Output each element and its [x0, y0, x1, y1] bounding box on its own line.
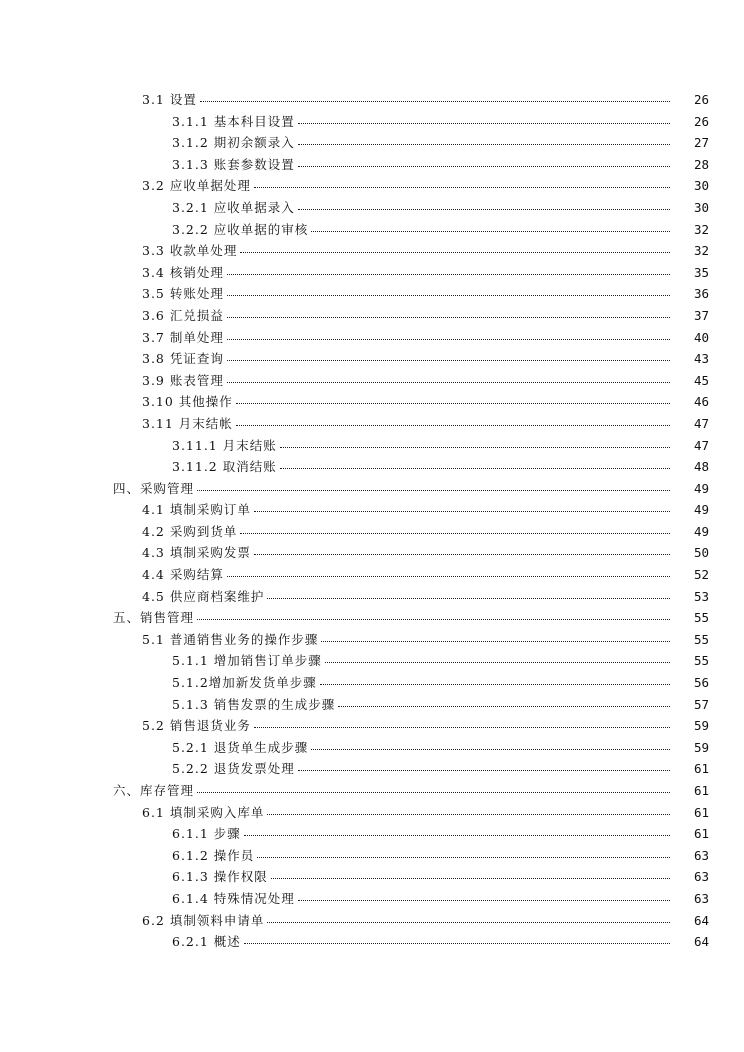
toc-dot-leader	[325, 661, 670, 663]
toc-entry[interactable]	[0, 499, 744, 521]
toc-entry-title: 5.2.1 退货单生成步骤	[172, 739, 309, 755]
toc-entry[interactable]	[0, 521, 744, 543]
toc-dot-leader	[311, 230, 670, 232]
toc-dot-leader	[236, 424, 670, 426]
toc-entry-title: 3.1 设置	[142, 92, 197, 107]
toc-dot-leader	[197, 791, 670, 793]
toc-page-number: 26	[693, 92, 709, 107]
toc-entry[interactable]	[0, 650, 744, 672]
toc-dot-leader	[227, 316, 670, 318]
toc-page-number: 46	[693, 394, 709, 410]
toc-entry-title: 3.1.3 账套参数设置	[172, 156, 295, 172]
toc-page-number: 43	[693, 351, 709, 367]
toc-page-number: 27	[693, 135, 709, 151]
toc-page-number: 57	[693, 696, 709, 712]
toc-entry-title: 3.11.1 月末结账	[172, 437, 277, 453]
toc-entry[interactable]	[0, 175, 744, 197]
toc-entry[interactable]	[0, 586, 744, 608]
toc-entry-title: 4.5 供应商档案维护	[142, 588, 265, 604]
toc-entry[interactable]	[0, 607, 744, 629]
toc-dot-leader	[254, 726, 670, 728]
toc-page-number: 30	[693, 199, 709, 215]
toc-entry[interactable]	[0, 478, 744, 500]
toc-entry[interactable]	[0, 327, 744, 349]
toc-entry[interactable]	[0, 391, 744, 413]
toc-dot-leader	[254, 186, 670, 188]
toc-entry-title: 6.1 填制采购入库单	[142, 804, 265, 820]
toc-page-number: 53	[693, 588, 709, 604]
toc-page-number: 50	[693, 545, 709, 561]
toc-entry-title: 6.1.1 步骤	[172, 826, 241, 842]
toc-page-number: 48	[693, 459, 709, 475]
toc-entry-title: 3.5 转账处理	[142, 286, 224, 302]
toc-entry-title: 3.6 汇兑损益	[142, 307, 224, 323]
toc-entry-title: 3.3 收款单处理	[142, 243, 238, 259]
toc-entry[interactable]	[0, 564, 744, 586]
table-of-contents	[0, 89, 744, 953]
toc-entry-title: 6.1.2 操作员	[172, 847, 255, 863]
toc-dot-leader	[197, 618, 670, 620]
toc-entry[interactable]	[0, 780, 744, 802]
toc-entry-title: 3.2.2 应收单据的审核	[172, 221, 309, 237]
toc-entry[interactable]	[0, 456, 744, 478]
toc-page-number: 64	[693, 934, 709, 950]
toc-entry-title: 六、库存管理	[113, 783, 195, 798]
toc-entry[interactable]	[0, 715, 744, 737]
toc-entry[interactable]	[0, 132, 744, 154]
toc-page-number: 32	[693, 221, 709, 237]
toc-entry[interactable]	[0, 154, 744, 176]
toc-page-number: 32	[693, 243, 709, 259]
toc-entry-title: 3.4 核销处理	[142, 264, 224, 280]
toc-entry-title: 3.11.2 取消结账	[172, 459, 277, 475]
toc-dot-leader	[267, 813, 670, 815]
toc-entry[interactable]	[0, 888, 744, 910]
toc-entry-title: 3.10 其他操作	[142, 394, 233, 410]
toc-entry-title: 3.2.1 应收单据录入	[172, 199, 295, 215]
toc-entry-title: 五、销售管理	[113, 610, 195, 626]
toc-entry[interactable]	[0, 866, 744, 888]
toc-dot-leader	[200, 100, 670, 102]
toc-entry[interactable]	[0, 931, 744, 953]
toc-dot-leader	[298, 143, 670, 145]
toc-dot-leader	[227, 575, 670, 577]
toc-dot-leader	[236, 402, 670, 404]
toc-entry-title: 4.2 采购到货单	[142, 523, 238, 539]
toc-entry[interactable]	[0, 305, 744, 327]
toc-page-number: 40	[693, 329, 709, 345]
toc-page-number: 61	[693, 761, 709, 777]
toc-dot-leader	[280, 446, 670, 448]
toc-entry[interactable]	[0, 758, 744, 780]
toc-page-number: 61	[693, 804, 709, 820]
toc-entry[interactable]	[0, 370, 744, 392]
toc-entry-title: 4.4 采购结算	[142, 567, 224, 583]
toc-entry-title: 5.1.3 销售发票的生成步骤	[172, 696, 336, 712]
toc-entry-title: 3.11 月末结帐	[142, 415, 233, 431]
toc-entry[interactable]	[0, 737, 744, 759]
toc-dot-leader	[321, 640, 670, 642]
toc-dot-leader	[298, 122, 670, 124]
toc-page-number: 64	[693, 912, 709, 928]
toc-dot-leader	[338, 705, 670, 707]
toc-entry-title: 5.1.2增加新发货单步骤	[172, 675, 317, 691]
toc-entry[interactable]	[0, 845, 744, 867]
toc-page-number: 47	[693, 437, 709, 453]
toc-page-number: 35	[693, 264, 709, 280]
toc-entry-title: 5.1.1 增加销售订单步骤	[172, 653, 322, 669]
toc-dot-leader	[240, 251, 670, 253]
toc-entry[interactable]	[0, 348, 744, 370]
toc-page-number: 47	[693, 415, 709, 431]
toc-page-number: 49	[693, 480, 709, 496]
toc-entry[interactable]	[0, 629, 744, 651]
toc-page-number: 49	[693, 502, 709, 518]
toc-page-number: 55	[693, 631, 709, 647]
toc-entry[interactable]	[0, 197, 744, 219]
toc-dot-leader	[244, 834, 670, 836]
toc-entry[interactable]	[0, 542, 744, 564]
toc-entry[interactable]	[0, 435, 744, 457]
toc-dot-leader	[227, 381, 670, 383]
toc-entry[interactable]	[0, 802, 744, 824]
toc-dot-leader	[244, 942, 670, 944]
toc-entry[interactable]	[0, 262, 744, 284]
toc-page-number: 55	[693, 610, 709, 626]
toc-page-number: 36	[693, 286, 709, 302]
toc-dot-leader	[227, 338, 670, 340]
toc-page-number: 59	[693, 718, 709, 734]
toc-page-number: 45	[693, 372, 709, 388]
toc-entry[interactable]	[0, 111, 744, 133]
toc-page-number: 63	[693, 890, 709, 906]
toc-page-number: 61	[693, 826, 709, 842]
toc-entry[interactable]	[0, 910, 744, 932]
toc-entry-title: 6.1.4 特殊情况处理	[172, 890, 295, 906]
toc-entry-title: 5.2 销售退货业务	[142, 718, 251, 734]
toc-dot-leader	[298, 769, 670, 771]
toc-page-number: 61	[693, 783, 709, 798]
toc-dot-leader	[227, 294, 670, 296]
toc-dot-leader	[298, 208, 670, 210]
toc-entry[interactable]	[0, 694, 744, 716]
toc-dot-leader	[254, 553, 670, 555]
toc-entry[interactable]	[0, 413, 744, 435]
toc-dot-leader	[197, 489, 670, 491]
toc-page-number: 30	[693, 178, 709, 194]
toc-entry[interactable]	[0, 219, 744, 241]
toc-dot-leader	[311, 748, 670, 750]
toc-entry-title: 4.3 填制采购发票	[142, 545, 251, 561]
toc-entry-title: 5.1 普通销售业务的操作步骤	[142, 631, 319, 647]
toc-entry[interactable]	[0, 823, 744, 845]
toc-dot-leader	[227, 359, 670, 361]
toc-page-number: 26	[693, 113, 709, 129]
toc-entry-title: 3.1.1 基本科目设置	[172, 113, 295, 129]
toc-entry-title: 6.2.1 概述	[172, 934, 241, 950]
toc-dot-leader	[240, 532, 670, 534]
toc-dot-leader	[254, 510, 670, 512]
toc-entry-title: 3.1.2 期初余额录入	[172, 135, 295, 151]
toc-entry[interactable]	[0, 283, 744, 305]
toc-page-number: 49	[693, 523, 709, 539]
toc-page-number: 28	[693, 156, 709, 172]
toc-entry-title: 6.1.3 操作权限	[172, 869, 268, 885]
toc-dot-leader	[257, 856, 670, 858]
toc-entry-title: 4.1 填制采购订单	[142, 502, 251, 518]
toc-dot-leader	[267, 921, 670, 923]
toc-dot-leader	[267, 597, 670, 599]
toc-dot-leader	[320, 683, 670, 685]
toc-dot-leader	[280, 467, 670, 469]
toc-page-number: 59	[693, 739, 709, 755]
toc-page-number: 56	[693, 675, 709, 691]
toc-entry-title: 四、采购管理	[113, 480, 195, 496]
toc-entry-title: 3.2 应收单据处理	[142, 178, 251, 194]
toc-entry-title: 6.2 填制领料申请单	[142, 912, 265, 928]
toc-page-number: 52	[693, 567, 709, 583]
toc-dot-leader	[271, 877, 670, 879]
toc-entry[interactable]	[0, 89, 744, 111]
toc-dot-leader	[298, 165, 670, 167]
toc-entry-title: 3.9 账表管理	[142, 372, 224, 388]
toc-entry[interactable]	[0, 672, 744, 694]
toc-page-number: 55	[693, 653, 709, 669]
toc-entry-title: 3.8 凭证查询	[142, 351, 224, 367]
toc-entry[interactable]	[0, 240, 744, 262]
toc-dot-leader	[227, 273, 670, 275]
toc-page-number: 63	[693, 847, 709, 863]
toc-page-number: 37	[693, 307, 709, 323]
toc-entry-title: 5.2.2 退货发票处理	[172, 761, 295, 777]
toc-entry-title: 3.7 制单处理	[142, 329, 224, 345]
toc-dot-leader	[298, 899, 670, 901]
toc-page-number: 63	[693, 869, 709, 885]
